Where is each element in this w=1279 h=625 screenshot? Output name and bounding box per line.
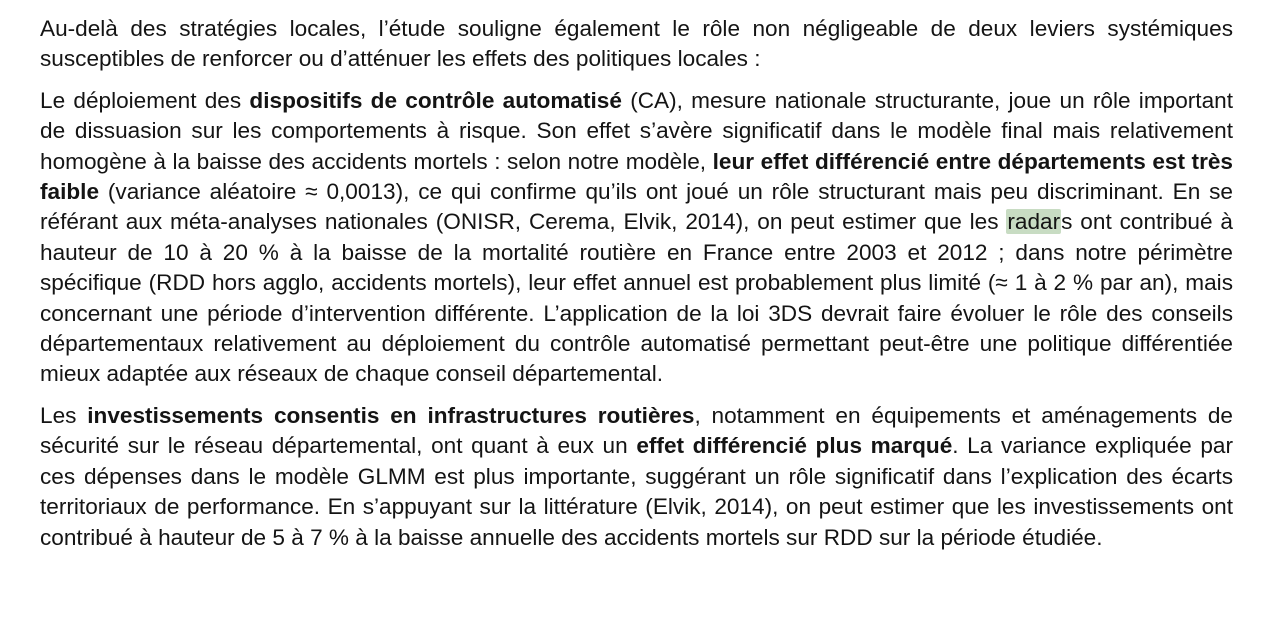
text-run: (variance aléatoire ≈ 0,0013), ce qui confirme qu’ils ont joué un rôle structurant mais peu discriminant. En se référant aux méta-analyses nationales (ONISR, Cerema, Elvik, 2014), on peut estimer que les: [40, 179, 1233, 235]
paragraph-infrastructure: [40, 401, 1233, 553]
text-run: Les: [40, 402, 88, 428]
bold-statement-weak-effect: leur effet différencié entre départements est très faible: [40, 148, 1234, 205]
bold-term-automated-control: dispositifs de contrôle automatisé: [249, 87, 622, 113]
paragraph-intro: [40, 14, 1233, 75]
bold-statement-stronger-effect: effet différencié plus marqué: [636, 433, 953, 459]
highlighted-word-radar[interactable]: radar: [1007, 209, 1061, 235]
text-run: . La variance expliquée par ces dépenses dans le modèle GLMM est plus importante, suggérant un rôle significatif dans l’explication des écarts territoriaux de performance. En s’appuyant sur la littérature (Elvik, 2014), on peut estimer que les investissements ont contribué à hauteur de 5 à 7 % à la baisse annuelle des accidents mortels sur RDD sur la période étudiée.: [40, 433, 1234, 550]
text-run: s ont contribué à hauteur de 10 à 20 % à la baisse de la mortalité routière en France entre 2003 et 2012 ; dans notre périmètre spécifique (RDD hors agglo, accidents mortels), leur effet annuel est probablement plus limité (≈ 1 à 2 % par an), mais concernant une période d’intervention différente. L’application de la loi 3DS devrait faire évoluer le rôle des conseils départementaux relativement au déploiement du contrôle automatisé permettant peut-être une politique différentiée mieux adaptée aux réseaux de chaque conseil départemental.: [40, 209, 1233, 387]
bold-term-infrastructure: investissements consentis en infrastructures routières: [87, 402, 695, 428]
text-run: Le déploiement des: [40, 87, 250, 113]
text-run: Au-delà des stratégies locales, l’étude souligne également le rôle non négligeable de deux leviers systémiques susceptibles de renforcer ou d’atténuer les effets des politiques locales :: [40, 16, 1233, 72]
document-body: [40, 14, 1233, 564]
text-run: (CA), mesure nationale structurante, joue un rôle important de dissuasion sur les comportements à risque. Son effet s’avère significatif dans le modèle final mais relativement homogène à la baisse des accidents mortels : selon notre modèle,: [40, 87, 1233, 174]
paragraph-automated-control: [40, 86, 1233, 390]
text-run: , notamment en équipements et aménagements de sécurité sur le réseau départemental, ont quant à eux un: [40, 402, 1233, 459]
